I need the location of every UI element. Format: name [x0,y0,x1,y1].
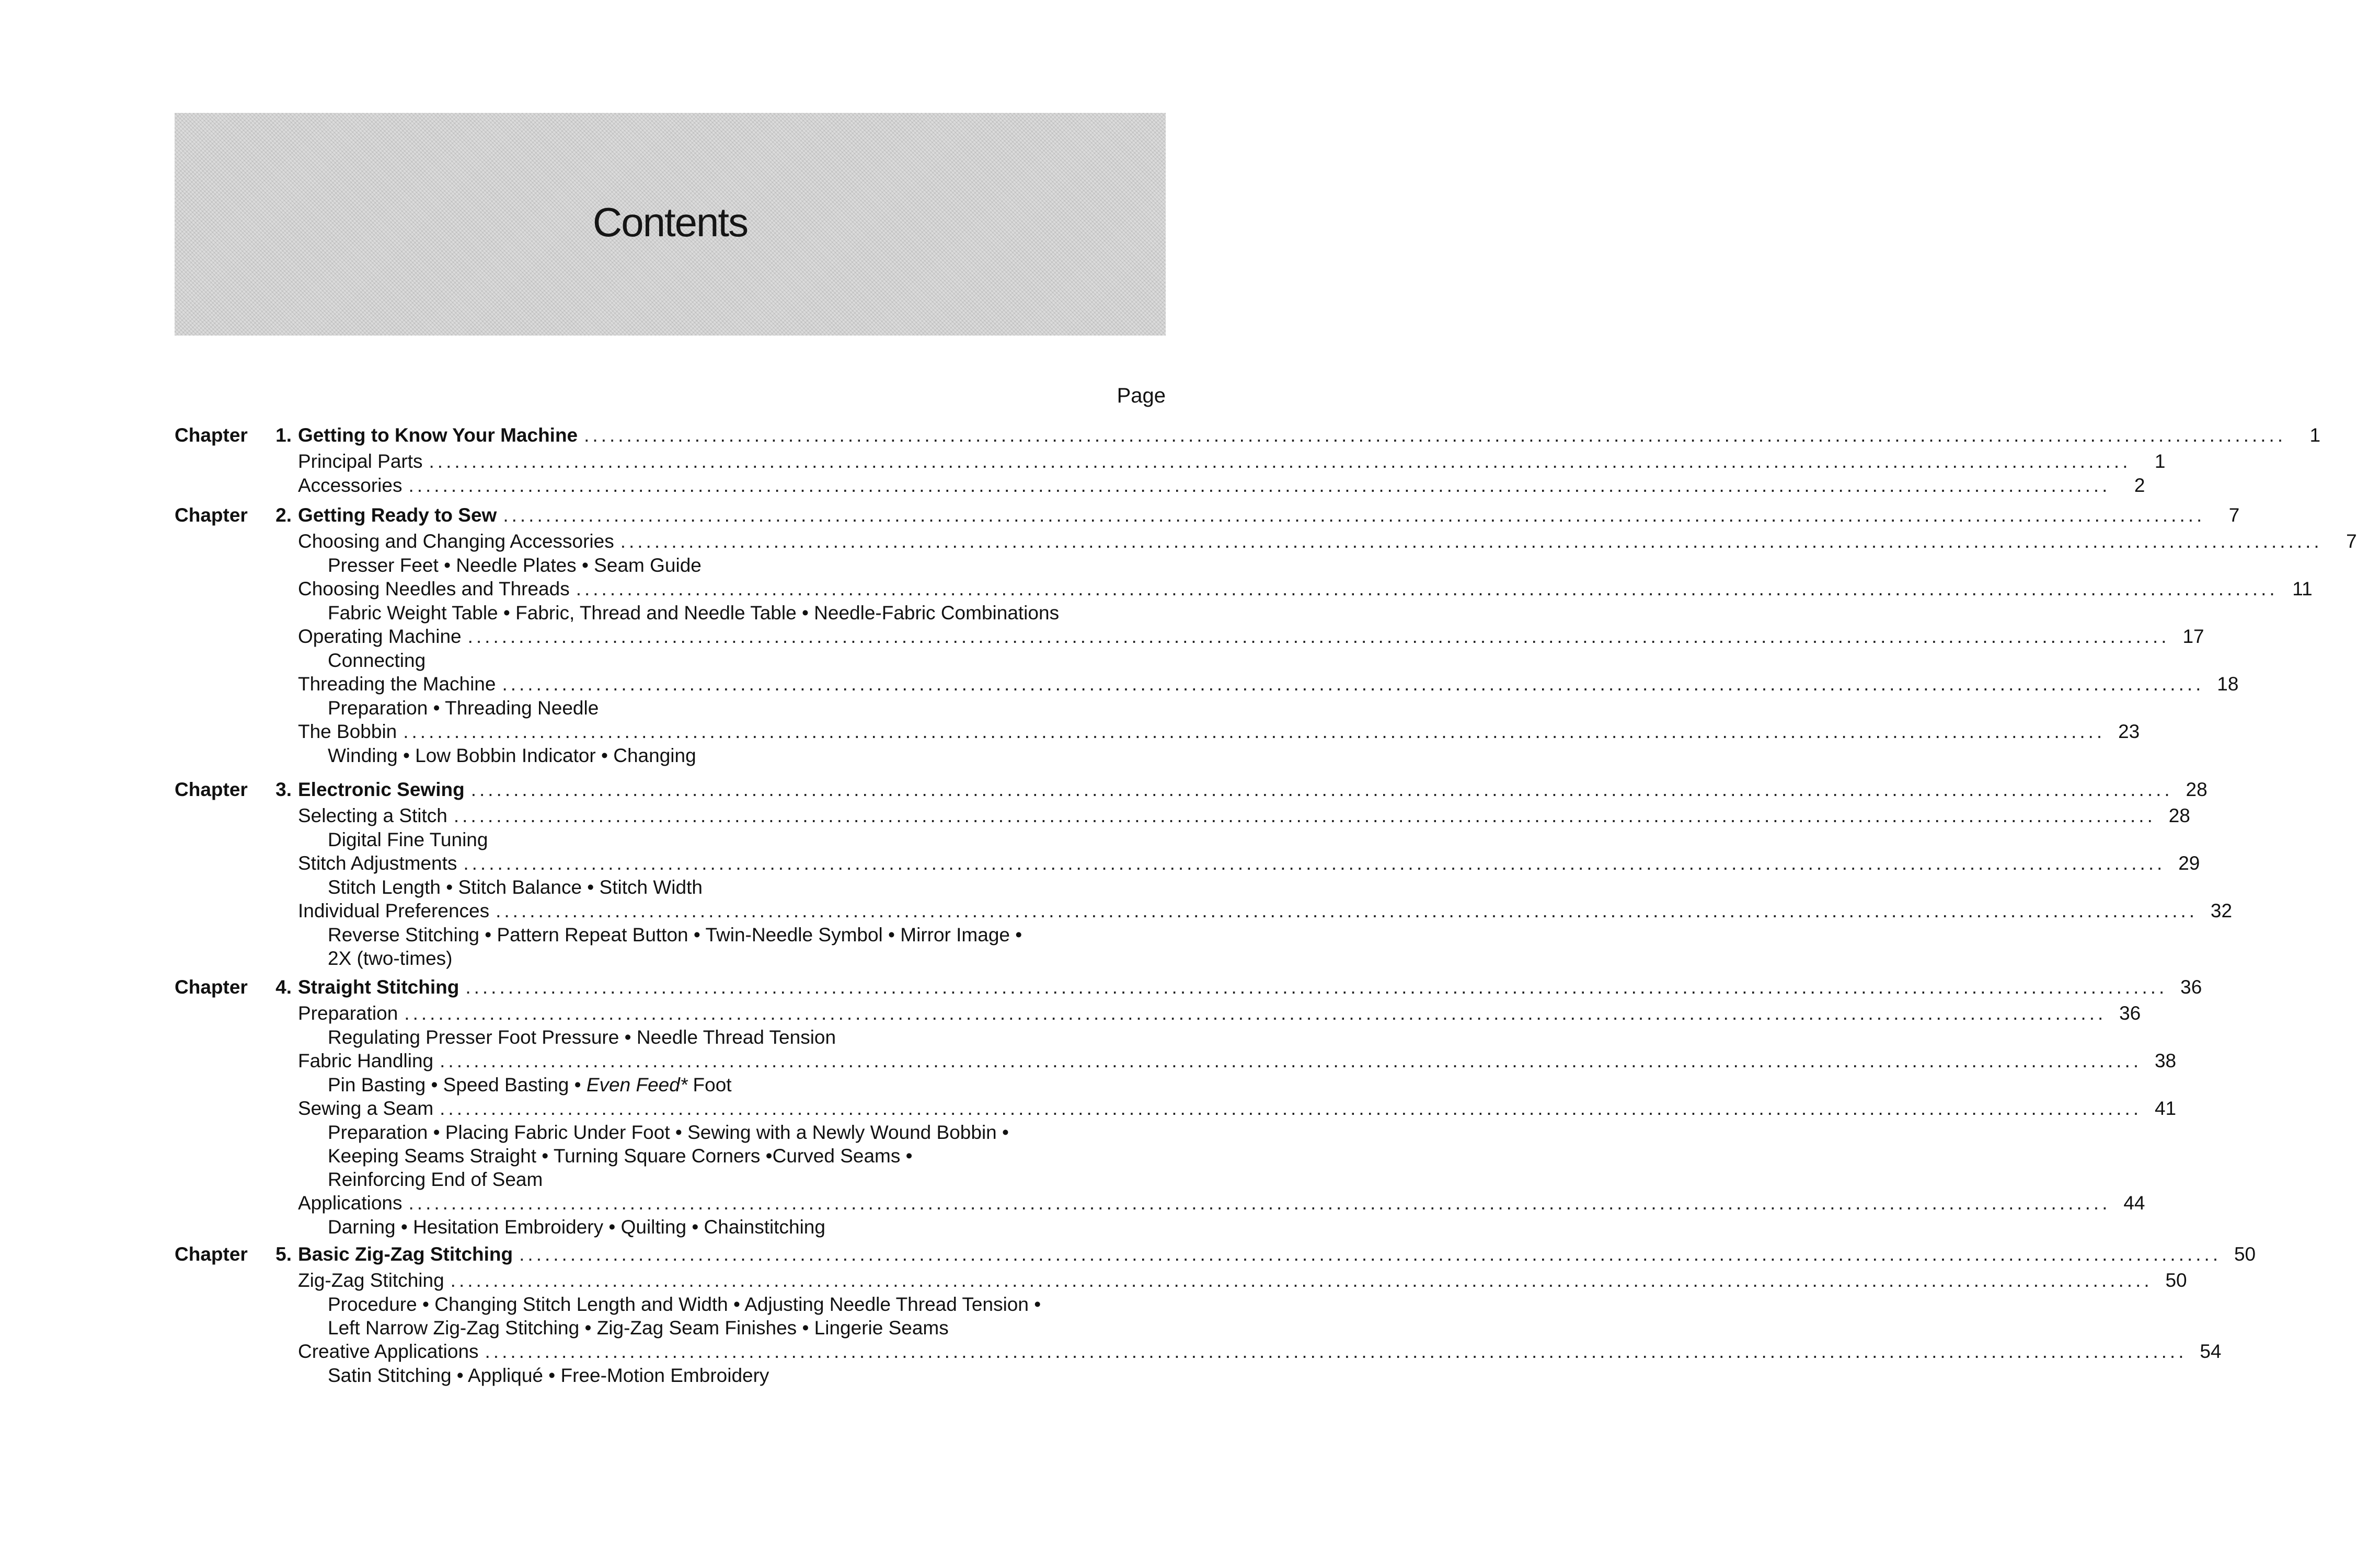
dot-leader: ........................................................................................................................................................................................................ [470,779,2173,800]
dot-leader: ........................................................................................................................................................................................................ [453,805,2156,826]
section-line [298,449,2166,474]
section-line [298,672,2239,696]
dot-leader: ........................................................................................................................................................................................................ [465,976,2168,998]
section-line [298,529,2357,554]
section-page: 23 [2118,721,2140,742]
subtopics: Digital Fine Tuning [328,829,488,850]
chapter-label: Chapter [175,1243,248,1265]
chapter-number: 3. [275,779,292,800]
subtopics: Connecting [328,650,426,671]
section-page: 38 [2154,1050,2177,1071]
subtopics: Stitch Length • Stitch Balance • Stitch Width [328,877,703,898]
chapter-page: 7 [2228,504,2240,526]
chapter-title: 4. Straight Stitching [266,975,459,999]
dot-leader: ........................................................................................................................................................................................................ [440,1098,2142,1119]
section-title: Individual Preferences [298,900,490,921]
section-line [298,1191,2145,1215]
subtopics: Darning • Hesitation Embroidery • Quilting • Chainstitching [328,1216,825,1238]
chapter-title: 5. Basic Zig-Zag Stitching [266,1242,513,1266]
dot-leader: ........................................................................................................................................................................................................ [440,1050,2142,1071]
section-title: The Bobbin [298,721,397,742]
section-line [298,1340,2222,1364]
section-title: Preparation [298,1002,398,1024]
section-page: 28 [2168,805,2190,826]
dot-leader: ........................................................................................................................................................................................................ [467,626,2170,647]
section-title: Operating Machine [298,626,462,647]
chapter-page: 28 [2186,779,2207,800]
section-title: Fabric Handling [298,1050,434,1071]
section-line [298,474,2145,498]
section-title: Zig-Zag Stitching [298,1270,444,1291]
section-line [298,720,2140,744]
subtopics: Winding • Low Bobbin Indicator • Changing [328,745,696,766]
chapter-label: Chapter [175,504,248,526]
chapter-title: 3. Electronic Sewing [266,778,465,802]
dot-leader: ........................................................................................................................................................................................................ [429,451,2131,472]
dot-leader: ........................................................................................................................................................................................................ [576,578,2278,599]
dot-leader: ........................................................................................................................................................................................................ [502,673,2204,695]
section-title: Threading the Machine [298,673,496,695]
section-page: 11 [2292,578,2313,599]
chapter-page: 50 [2234,1243,2256,1265]
chapter-line [266,975,2202,999]
section-page: 2 [2134,475,2145,496]
dot-leader: ........................................................................................................................................................................................................ [404,1002,2107,1024]
dot-leader: ........................................................................................................................................................................................................ [584,424,2286,446]
chapter-title: 2. Getting Ready to Sew [266,503,497,527]
chapter-number: 4. [275,976,292,998]
section-page: 18 [2217,673,2239,695]
section-page: 54 [2200,1341,2222,1362]
section-title: Choosing Needles and Threads [298,578,570,599]
chapter-number: 1. [275,424,292,446]
chapter-title: 1. Getting to Know Your Machine [266,423,578,447]
subtopics: 2X (two-times) [328,948,453,969]
chapter-label: Chapter [175,424,248,446]
subtopics: Regulating Presser Foot Pressure • Needle Thread Tension [328,1027,836,1048]
chapter-line [266,778,2207,802]
section-line [298,1269,2187,1293]
subtopics: Keeping Seams Straight • Turning Square Corners •Curved Seams • [328,1145,913,1167]
subtopics: Satin Stitching • Appliqué • Free-Motion Embroidery [328,1365,769,1386]
dot-leader: ........................................................................................................................................................................................................ [496,900,2198,921]
chapter-number: 2. [275,504,292,526]
section-title: Applications [298,1192,403,1214]
section-title: Stitch Adjustments [298,852,457,874]
dot-leader: ........................................................................................................................................................................................................ [503,504,2205,526]
subtopics: Reverse Stitching • Pattern Repeat Button • Twin-Needle Symbol • Mirror Image • [328,924,1022,946]
section-title: Principal Parts [298,451,423,472]
subtopics: Fabric Weight Table • Fabric, Thread and Needle Table • Needle-Fabric Combinations [328,602,1060,624]
section-line [298,625,2204,649]
subtopics: Preparation • Threading Needle [328,697,599,719]
chapter-label: Chapter [175,779,248,800]
chapter-label: Chapter [175,976,248,998]
dot-leader: ........................................................................................................................................................................................................ [485,1341,2187,1362]
dot-leader: ........................................................................................................................................................................................................ [408,475,2111,496]
page-title: Contents [592,199,748,245]
subtopics: Left Narrow Zig-Zag Stitching • Zig-Zag Seam Finishes • Lingerie Seams [328,1317,949,1339]
section-page: 7 [2346,531,2357,552]
section-page: 41 [2154,1098,2177,1119]
section-page: 29 [2178,852,2200,874]
subtopics: Pin Basting • Speed Basting • Even Feed* Foot [328,1074,732,1096]
section-line [298,577,2313,601]
section-line [298,899,2233,923]
chapter-line [266,423,2321,447]
dot-leader: ........................................................................................................................................................................................................ [519,1243,2222,1265]
section-line [298,804,2190,828]
section-title: Sewing a Seam [298,1098,434,1119]
dot-leader: ........................................................................................................................................................................................................ [403,721,2106,742]
chapter-number: 5. [275,1243,292,1265]
chapter-page: 36 [2180,976,2202,998]
chapter-line [266,503,2240,527]
section-page: 44 [2123,1192,2145,1214]
section-line [298,1049,2177,1073]
section-page: 17 [2182,626,2204,647]
section-page: 50 [2165,1270,2187,1291]
section-line [298,1001,2141,1025]
dot-leader: ........................................................................................................................................................................................................ [620,531,2322,552]
page-column-label: Page [1117,384,1166,407]
section-title: Accessories [298,475,403,496]
subtopics: Procedure • Changing Stitch Length and Width • Adjusting Needle Thread Tension • [328,1294,1041,1315]
section-page: 32 [2210,900,2233,921]
section-line [298,851,2200,875]
subtopics: Reinforcing End of Seam [328,1169,543,1190]
subtopics: Preparation • Placing Fabric Under Foot • Sewing with a Newly Wound Bobbin • [328,1122,1009,1143]
dot-leader: ........................................................................................................................................................................................................ [463,852,2166,874]
chapter-line [266,1242,2256,1266]
section-page: 36 [2119,1002,2141,1024]
section-title: Selecting a Stitch [298,805,447,826]
subtopics: Presser Feet • Needle Plates • Seam Guide [328,555,702,576]
section-page: 1 [2154,451,2166,472]
dot-leader: ........................................................................................................................................................................................................ [408,1192,2111,1214]
dot-leader: ........................................................................................................................................................................................................ [450,1270,2153,1291]
chapter-page: 1 [2309,424,2321,446]
section-title: Creative Applications [298,1341,479,1362]
section-line [298,1097,2177,1121]
section-title: Choosing and Changing Accessories [298,531,614,552]
